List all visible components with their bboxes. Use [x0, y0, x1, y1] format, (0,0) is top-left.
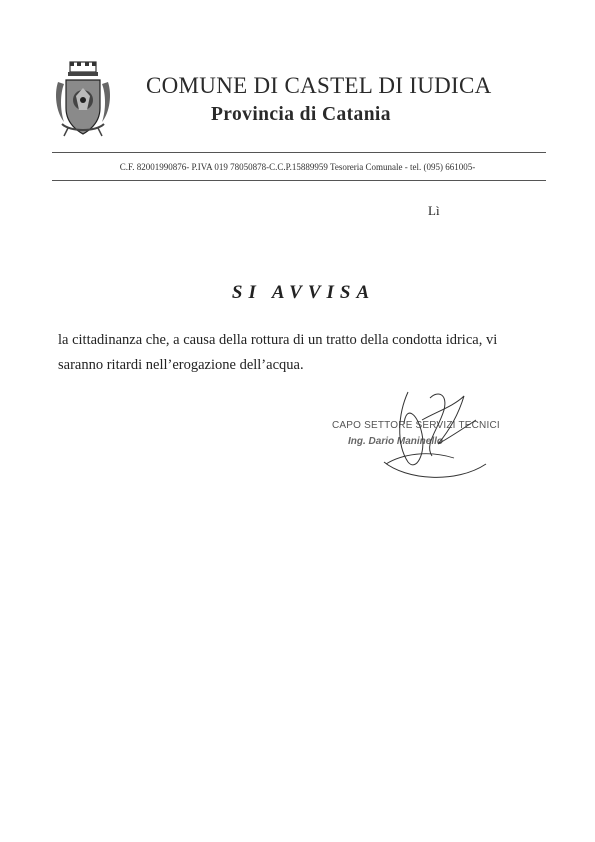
signature-role-stamp: CAPO SETTORE SERVIZI TECNICI	[332, 420, 500, 431]
header-divider-top	[52, 152, 546, 153]
municipal-crest-icon	[52, 60, 114, 138]
fiscal-info-line: C.F. 82001990876- P.IVA 019 78050878-C.C.P.15889959 Tesoreria Comunale - tel. (095) 661005-	[119, 162, 476, 172]
header-divider-bottom	[52, 180, 546, 181]
municipality-title: COMUNE DI CASTEL DI IUDICA	[146, 73, 492, 98]
notice-heading: SI AVVISA	[231, 282, 376, 303]
signature-block	[326, 384, 526, 494]
place-date-label: Lì	[428, 203, 440, 218]
notice-body	[58, 328, 550, 378]
province-subtitle: Provincia di Catania	[211, 104, 391, 125]
signature-name-stamp: Ing. Dario Maninello	[348, 436, 444, 447]
handwritten-signature	[326, 384, 526, 494]
notice-line: saranno ritardi nell’erogazione dell’acqua.	[58, 357, 304, 373]
notice-line: la cittadinanza che, a causa della rottura di un tratto della condotta idrica, vi	[58, 332, 498, 348]
